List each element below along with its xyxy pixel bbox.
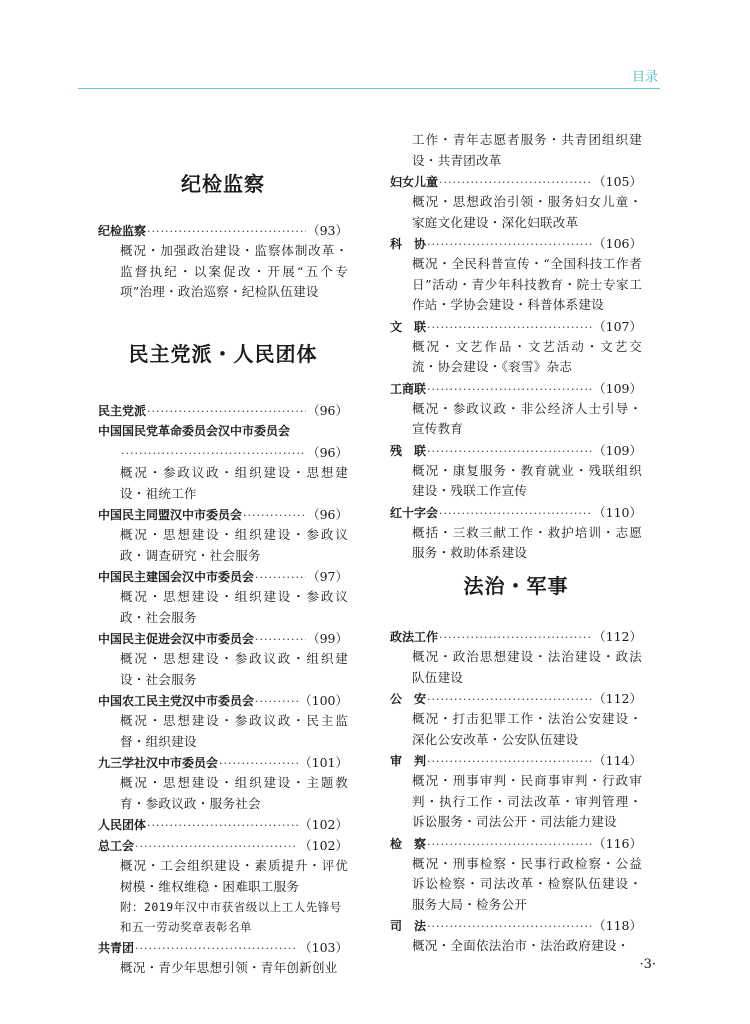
entry-description: 概况・思想建设・组织建设・参政议政・调查研究・社会服务 xyxy=(120,527,348,563)
toc-entry[interactable] xyxy=(98,566,348,628)
section-title-law: 法治・军事 xyxy=(463,574,569,598)
leader-dots xyxy=(135,938,298,959)
entry-description: 概况・文艺作品・文艺活动・文艺交流・协会建设・《衮雪》杂志 xyxy=(412,338,642,374)
leader-dots xyxy=(255,567,306,588)
toc-entry[interactable] xyxy=(98,504,348,566)
entry-title: 总工会 xyxy=(98,839,135,853)
entry-title: 红十字会 xyxy=(390,505,439,520)
toc-entry[interactable] xyxy=(390,502,642,564)
entry-title: 中国农工民主党汉中市委员会 xyxy=(98,694,255,708)
toc-entry[interactable] xyxy=(390,833,642,916)
toc-entry[interactable] xyxy=(98,421,348,504)
leader-dots xyxy=(427,234,592,255)
entry-page: （96） xyxy=(307,445,348,460)
entry-title: 民主党派 xyxy=(98,404,147,418)
entry-description: 概况・青少年思想引领・青年创新创业 xyxy=(120,960,338,975)
entry-description: 概况・全民科普宣传・“全国科技工作者日”活动・青少年科技教育・院士专家工作站・学协会建设・科普体系建设 xyxy=(412,256,642,312)
toc-entry[interactable] xyxy=(390,233,642,316)
entry-page: （109） xyxy=(593,380,642,396)
toc-entry[interactable] xyxy=(98,835,348,937)
toc-entry[interactable] xyxy=(390,378,642,440)
leader-dots xyxy=(427,689,592,710)
leader-dots xyxy=(427,379,592,400)
entry-title: 司 法 xyxy=(390,919,427,933)
entry-description: 概况・政治思想建设・法治建设・政法队伍建设 xyxy=(412,649,642,685)
entry-title: 中国民主促进会汉中市委员会 xyxy=(98,632,255,646)
toc-entry[interactable] xyxy=(98,400,348,421)
entry-page: （101） xyxy=(299,755,348,770)
toc-block-parties xyxy=(98,400,348,979)
entry-title: 公 安 xyxy=(390,692,427,706)
leader-dots xyxy=(427,916,592,937)
leader-dots xyxy=(147,401,306,422)
entry-title: 检 察 xyxy=(390,836,427,851)
leader-dots xyxy=(439,172,592,193)
section-title-parties: 民主党派・人民团体 xyxy=(128,342,318,366)
leader-dots xyxy=(243,505,306,526)
entry-title: 中国民主同盟汉中市委员会 xyxy=(98,508,243,522)
leader-dots xyxy=(147,221,306,242)
entry-page: （109） xyxy=(593,442,642,458)
entry-page: （97） xyxy=(307,569,348,584)
entry-appendix-note: 附：2019年汉中市获省级以上工人先锋号和五一劳动奖章表彰名单 xyxy=(120,900,342,934)
entry-page: （112） xyxy=(593,629,642,644)
entry-description: 概况・打击犯罪工作・法治公安建设・深化公安改革・公安队伍建设 xyxy=(412,711,642,747)
entry-description: 概况・思想建设・参政议政・组织建设・社会服务 xyxy=(120,651,348,687)
entry-page: （96） xyxy=(307,507,348,522)
entry-title: 科 协 xyxy=(390,237,427,251)
entry-description: 概括・三救三献工作・救护培训・志愿服务・救助体系建设 xyxy=(412,524,642,560)
entry-description: 概况・全面依法治市・法治政府建设・ xyxy=(412,938,630,953)
entry-page: （107） xyxy=(593,318,642,334)
entry-description: 概况・思想建设・组织建设・参政议政・社会服务 xyxy=(120,589,348,625)
leader-dots xyxy=(121,443,306,464)
toc-entry[interactable] xyxy=(390,316,642,378)
entry-title: 纪检监察 xyxy=(98,224,147,238)
toc-entry[interactable] xyxy=(98,814,348,835)
entry-page: （102） xyxy=(299,817,348,832)
entry-title: 九三学社汉中市委员会 xyxy=(98,756,219,770)
leader-dots xyxy=(255,691,298,712)
entry-description: 概况・康复服务・教育就业・残联组织建设・残联工作宣传 xyxy=(412,462,642,498)
leader-dots xyxy=(427,317,592,338)
entry-title: 残 联 xyxy=(390,443,427,458)
header-rule xyxy=(78,88,660,89)
entry-description: 概况・刑事审判・民商事审判・行政审判・执行工作・司法改革・审判管理・诉讼服务・司法公开・司法能力建设 xyxy=(412,773,642,829)
entry-description: 概况・参政议政・组织建设・思想建设・祖统工作 xyxy=(120,465,348,501)
toc-entry[interactable] xyxy=(390,171,642,233)
leader-dots xyxy=(427,441,592,462)
leader-dots xyxy=(255,629,306,650)
leader-dots xyxy=(427,834,592,855)
entry-description-continued: 工作・青年志愿者服务・共青团组织建设・共青团改革 xyxy=(412,132,642,168)
page-number: ·3· xyxy=(639,957,656,972)
toc-entry[interactable] xyxy=(390,626,642,688)
toc-entry[interactable] xyxy=(98,690,348,752)
entry-page: （99） xyxy=(307,631,348,646)
entry-page: （103） xyxy=(299,940,348,955)
entry-page: （100） xyxy=(299,693,348,708)
entry-description: 概况・思想建设・参政议政・民主监督・组织建设 xyxy=(120,713,348,749)
entry-page: （118） xyxy=(593,918,642,933)
entry-page: （96） xyxy=(307,403,348,418)
entry-page: （116） xyxy=(593,835,642,851)
entry-page: （112） xyxy=(593,691,642,706)
entry-page: （93） xyxy=(307,223,348,238)
entry-title: 工商联 xyxy=(390,381,427,396)
leader-dots xyxy=(439,627,592,648)
entry-title: 审 判 xyxy=(390,754,427,768)
toc-entry[interactable] xyxy=(98,752,348,814)
toc-entry[interactable] xyxy=(390,750,642,833)
entry-page: （102） xyxy=(299,838,348,853)
entry-title: 中国民主建国会汉中市委员会 xyxy=(98,570,255,584)
leader-dots xyxy=(147,815,298,836)
entry-title: 人民团体 xyxy=(98,818,147,832)
toc-entry[interactable] xyxy=(98,937,348,979)
entry-description: 概况・加强政治建设・监察体制改革・监督执纪・以案促改・开展“五个专项”治理・政治巡察・纪检队伍建设 xyxy=(120,243,348,299)
section-title-discipline: 纪检监察 xyxy=(181,172,265,196)
toc-entry[interactable] xyxy=(98,628,348,690)
header-section-label: 目录 xyxy=(631,70,658,85)
entry-title: 共青团 xyxy=(98,941,135,955)
toc-entry[interactable] xyxy=(390,440,642,502)
leader-dots xyxy=(219,753,298,774)
leader-dots xyxy=(439,503,592,524)
entry-title: 中国国民党革命委员会汉中市委员会 xyxy=(98,424,291,438)
leader-dots xyxy=(427,751,592,772)
toc-block-law xyxy=(390,626,642,957)
toc-entry[interactable] xyxy=(390,915,642,957)
entry-title: 妇女儿童 xyxy=(390,175,439,189)
leader-dots xyxy=(135,836,298,857)
toc-block-organizations xyxy=(390,130,642,564)
entry-page: （114） xyxy=(593,753,642,768)
entry-description: 概况・刑事检察・民事行政检察・公益诉讼检察・司法改革・检察队伍建设・服务大局・检务公开 xyxy=(412,855,642,912)
entry-title: 政法工作 xyxy=(390,630,439,644)
entry-page: （110） xyxy=(593,504,642,520)
entry-description: 概况・思想建设・组织建设・主题教育・参政议政・服务社会 xyxy=(120,775,348,811)
entry-page: （105） xyxy=(593,174,642,189)
entry-page: （106） xyxy=(593,236,642,251)
toc-block-discipline xyxy=(98,220,348,303)
entry-description: 概况・参政议政・非公经济人士引导・宣传教育 xyxy=(412,400,642,436)
toc-entry[interactable] xyxy=(98,220,348,303)
toc-entry[interactable] xyxy=(390,688,642,750)
entry-description: 概况・思想政治引领・服务妇女儿童・家庭文化建设・深化妇联改革 xyxy=(412,194,642,230)
entry-title: 文 联 xyxy=(390,319,427,334)
entry-description: 概况・工会组织建设・素质提升・评优树模・维权维稳・困难职工服务 xyxy=(120,858,348,894)
